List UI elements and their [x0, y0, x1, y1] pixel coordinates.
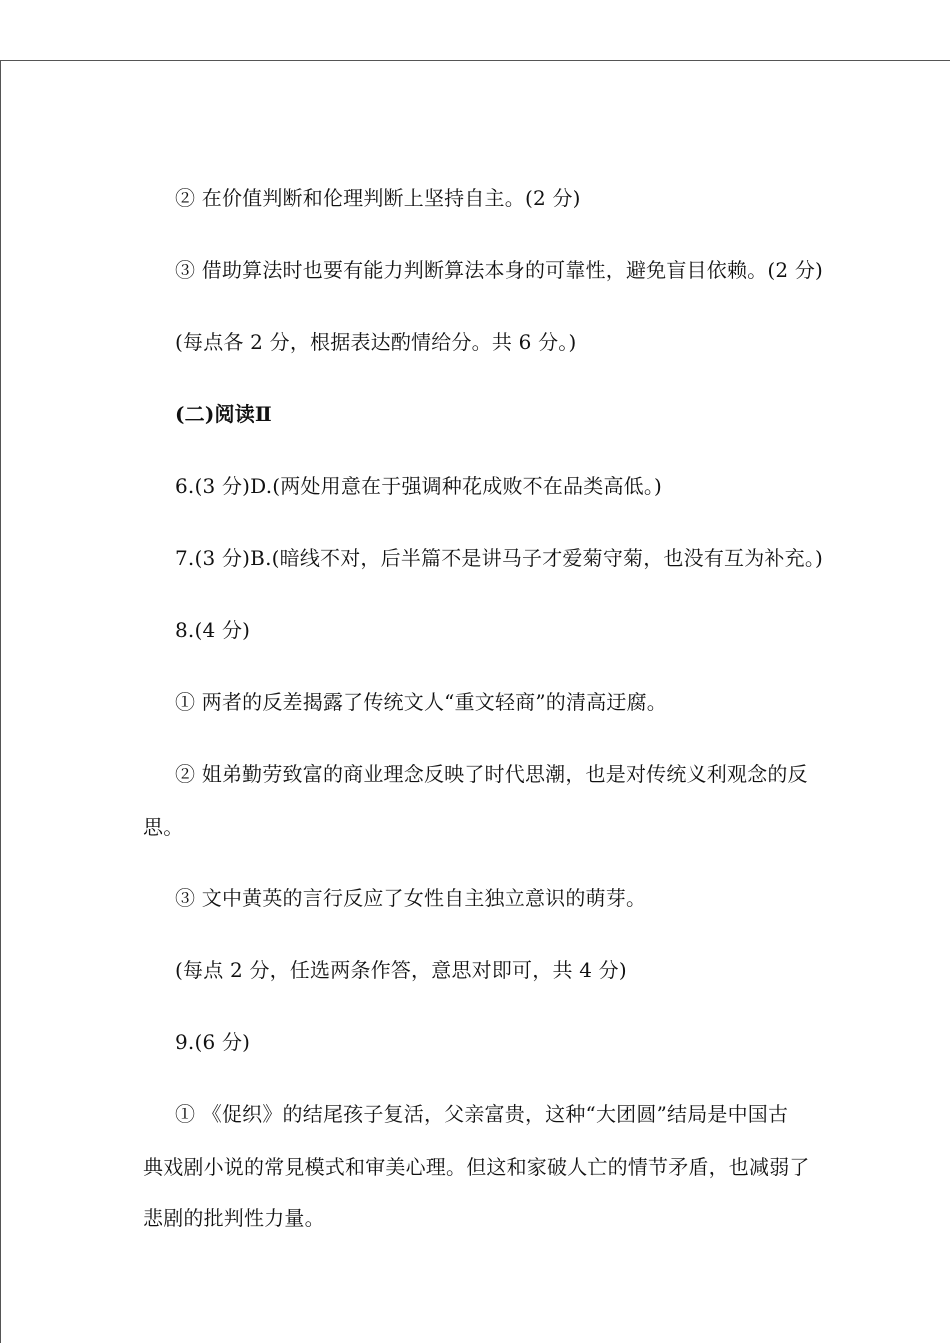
question-9-point-1-continued: 典戏剧小说的常見模式和审美心理。但这和家破人亡的情节矛盾，也减弱了	[143, 1155, 810, 1179]
question-9-point-1: ① 《促织》的结尾孩子复活，父亲富贵，这种“大团圆”结局是中国古	[175, 1102, 789, 1126]
question-6-answer: 6.(3 分)D.(两处用意在于强调种花成败不在品类高低。)	[175, 474, 663, 498]
question-8-heading: 8.(4 分)	[175, 618, 251, 642]
page-top-border	[0, 60, 950, 61]
question-7-answer: 7.(3 分)B.(暗线不对，后半篇不是讲马子才爱菊守菊，也没有互为补充。)	[175, 546, 824, 570]
question-8-point-1: ① 两者的反差揭露了传统文人“重文轻商”的清高迂腐。	[175, 690, 668, 714]
scoring-note-1: (每点各 2 分，根据表达酌情给分。共 6 分。)	[175, 330, 577, 354]
answer-line-2-autonomy: ② 在价值判断和伦理判断上坚持自主。(2 分)	[175, 186, 581, 210]
question-9-heading: 9.(6 分)	[175, 1030, 251, 1054]
question-8-point-3: ③ 文中黄英的言行反应了女性自主独立意识的萌芽。	[175, 886, 647, 910]
page-left-border	[0, 60, 1, 1343]
question-8-point-2-continued: 思。	[143, 815, 184, 839]
question-8-point-2: ② 姐弟勤劳致富的商业理念反映了时代思潮，也是对传统义利观念的反	[175, 762, 808, 786]
answer-line-3-algorithm: ③ 借助算法时也要有能力判断算法本身的可靠性，避免盲目依赖。(2 分)	[175, 258, 824, 282]
section-heading-reading-2: (二)阅读Ⅱ	[175, 402, 272, 426]
question-9-point-1-end: 悲剧的批判性力量。	[143, 1206, 325, 1230]
scoring-note-2: (每点 2 分，任选两条作答，意思对即可，共 4 分)	[175, 958, 627, 982]
